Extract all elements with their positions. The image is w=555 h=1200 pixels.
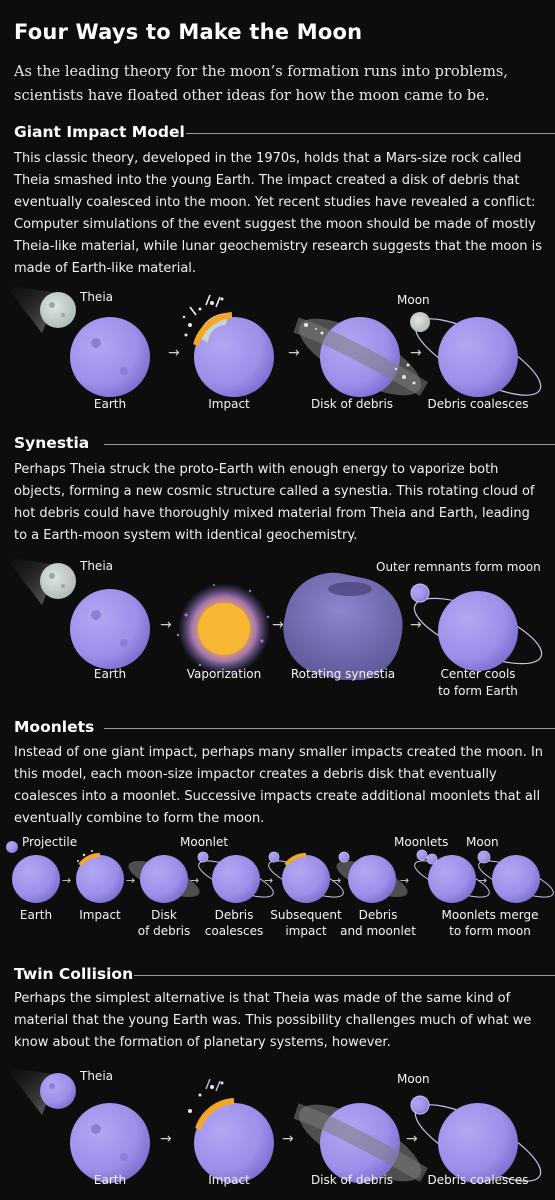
label-projectile: Projectile <box>22 835 78 849</box>
caption-impact: Impact <box>208 397 250 411</box>
page-title: Four Ways to Make the Moon <box>14 20 363 44</box>
svg-text:→: → <box>62 874 72 887</box>
svg-text:→: → <box>478 874 488 887</box>
svg-text:→: → <box>282 1131 294 1147</box>
moonlet-icon <box>198 852 208 862</box>
svg-text:→: → <box>168 345 180 361</box>
projectile-icon <box>6 841 18 853</box>
caption-vaporization: Vaporization <box>186 667 262 681</box>
section-title-synestia: Synestia <box>14 434 90 452</box>
label-theia: Theia <box>80 1069 114 1083</box>
section-title-twin-collision: Twin Collision <box>14 965 134 983</box>
svg-text:→: → <box>406 1131 418 1147</box>
caption-moonlets-merge: Moonlets merge to form moon <box>441 908 539 938</box>
label-moon: Moon <box>397 293 430 307</box>
svg-text:→: → <box>160 617 172 633</box>
earth-icon <box>12 855 60 903</box>
earth-icon <box>70 317 150 397</box>
caption-debris-and-moonlet: Debris and moonlet <box>340 908 416 938</box>
section-rule <box>186 133 555 134</box>
caption-debris-coalesces: Debris coalesces <box>204 908 264 938</box>
label-theia: Theia <box>80 290 114 304</box>
label-theia: Theia <box>80 559 114 573</box>
caption-earth: Earth <box>19 908 53 922</box>
page-subtitle: As the leading theory for the moon’s formation runs into problems, scientists have floated other ideas for how the moon came to be. <box>14 64 508 104</box>
svg-text:→: → <box>400 874 410 887</box>
svg-text:→: → <box>410 617 422 633</box>
svg-text:→: → <box>190 874 200 887</box>
theia-icon <box>40 563 76 599</box>
moon-icon <box>410 312 430 332</box>
label-outer-remnants: Outer remnants form moon <box>376 560 541 574</box>
section-body-moonlets: Instead of one giant impact, perhaps many smaller impacts created the moon. In this model, each moon-size impactor creates a debris disk that eventually coalesces into a moonlet. Successive impacts create additional moonlets that all eventually combine to form the moon. <box>14 745 544 826</box>
section-body-twin-collision: Perhaps the simplest alternative is that Theia was made of the same kind of material that the young Earth was. This possibility challenges much of what we know about the formation of planetary systems, however. <box>14 991 532 1050</box>
earth-icon <box>70 1103 150 1183</box>
moon-icon <box>411 584 429 602</box>
caption-disk-of-debris: Disk of debris <box>137 908 191 938</box>
label-moon: Moon <box>466 835 499 849</box>
caption-debris-coalesces: Debris coalesces <box>427 1173 529 1187</box>
svg-text:→: → <box>126 874 136 887</box>
section-title-giant-impact: Giant Impact Model <box>14 123 185 141</box>
label-moonlets: Moonlets <box>394 835 449 849</box>
svg-text:→: → <box>272 617 284 633</box>
section-title-moonlets: Moonlets <box>14 718 95 736</box>
section-rule <box>104 444 555 445</box>
earth-icon <box>70 589 150 669</box>
section-rule <box>134 975 555 976</box>
moon-icon <box>478 851 490 863</box>
caption-disk-of-debris: Disk of debris <box>310 1173 394 1187</box>
caption-earth: Earth <box>93 397 127 411</box>
svg-text:→: → <box>264 874 274 887</box>
caption-impact: Impact <box>79 908 121 922</box>
section-body-giant-impact: This classic theory, developed in the 1970s, holds that a Mars-size rock called Theia smashed into the young Earth. The impact created a disk of debris that eventually coalesced into the moon. Yet recent studies have revealed a conflict: Computer simulations of the event suggest the moon should be made of mostly Theia-like material, while lunar geochemistry research suggests that the moon is made of Earth-like material. <box>14 151 543 276</box>
section-body-synestia: Perhaps Theia struck the proto-Earth with enough energy to vaporize both objects, forming a new cosmic structure called a synestia. This rotating cloud of hot debris could have thoroughly mixed material from Theia and Earth, leading to a Earth-moon system with identical geochemistry. <box>14 462 535 543</box>
theia-icon <box>40 292 76 328</box>
caption-earth: Earth <box>93 667 127 681</box>
svg-text:→: → <box>160 1131 172 1147</box>
caption-impact: Impact <box>208 1173 250 1187</box>
svg-text:→: → <box>410 345 422 361</box>
caption-subsequent-impact: Subsequent impact <box>270 908 342 938</box>
caption-form-earth: to form Earth <box>438 684 518 698</box>
theia-icon <box>40 1073 76 1109</box>
caption-debris-coalesces: Debris coalesces <box>427 397 529 411</box>
caption-disk-of-debris: Disk of debris <box>310 397 394 411</box>
label-moonlet: Moonlet <box>180 835 229 849</box>
moon-icon <box>411 1096 429 1114</box>
caption-rotating-synestia: Rotating synestia <box>290 667 396 681</box>
caption-earth: Earth <box>93 1173 127 1187</box>
label-moon: Moon <box>397 1072 430 1086</box>
synestia-shape <box>274 564 411 680</box>
caption-center-cools: Center cools <box>440 667 516 681</box>
svg-text:→: → <box>288 345 300 361</box>
svg-text:→: → <box>332 874 342 887</box>
section-rule <box>104 728 555 729</box>
